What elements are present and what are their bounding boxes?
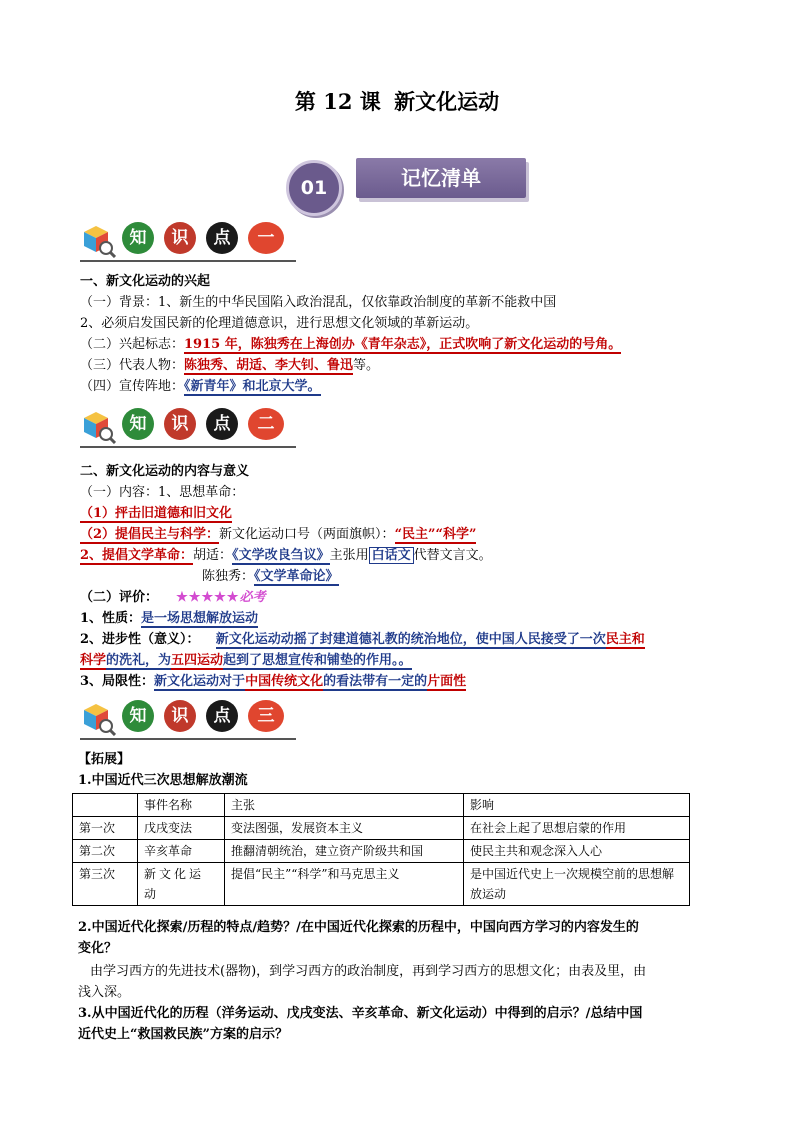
role-text: 起到了思想宣传和铺垫的作用。。 (223, 653, 412, 668)
table-cell: 是中国近代史上一次规模空前的思想解放运动 (464, 863, 690, 906)
section2-line9 (80, 651, 412, 671)
progress-label: 2、进步性（意义）： (80, 632, 200, 647)
section-ribbon: 记忆清单 (356, 158, 526, 198)
value-origin: 1915 年，陈独秀在上海创办《青年杂志》，正式吹响了新文化运动的号角。 (184, 337, 622, 352)
kp-char-2: 识 (164, 700, 196, 732)
table-header (73, 794, 138, 817)
section1-line3 (80, 335, 621, 355)
question-2-line2: 变化？ (78, 941, 118, 956)
question-2-line1: 2.中国近代化探索/历程的特点/趋势？/在中国近代化探索的历程中，中国向西方学习的内容发生的 (78, 920, 639, 935)
answer-2-line2: 浅入深。 (78, 985, 131, 1000)
lesson-name: 新文化运动 (394, 89, 500, 114)
table-cell: 提倡“民主”“科学”和马克思主义 (225, 863, 464, 906)
table-cell: 戊戌变法 (138, 817, 225, 840)
table-row (73, 840, 690, 863)
table-cell: 辛亥革命 (138, 840, 225, 863)
table-cell: 第二次 (73, 840, 138, 863)
lesson-number: 第 12 课 (294, 89, 381, 114)
progress-text-a: 新文化运动动摇了封建道德礼教的统治地位，使中国人民接受了一次 (215, 632, 606, 647)
table-cell: 变法图强，发展资本主义 (225, 817, 464, 840)
table-cell: 使民主共和观念深入人心 (464, 840, 690, 863)
limitation-a: 新文化运动对于 (154, 674, 246, 689)
nature-value: 是一场思想解放运动 (141, 611, 259, 626)
table-header: 影响 (464, 794, 690, 817)
section1-line1: （一）背景：1、新生的中华民国陷入政治混乱，仅依靠政治制度的革新不能救中国 (80, 295, 557, 310)
section2-line6 (80, 588, 265, 608)
cube-magnifier-icon (80, 222, 116, 258)
must-test-note: 必考 (239, 590, 266, 605)
page-title (0, 86, 794, 116)
kp-char-1: 知 (122, 408, 154, 440)
cube-magnifier-icon (80, 408, 116, 444)
kp-char-1: 知 (122, 222, 154, 254)
table-header-row (73, 794, 690, 817)
chen-book: 《文学革命论》 (254, 569, 339, 584)
label-origin: （二）兴起标志： (80, 337, 185, 352)
question-3-line1: 3.从中国近代化的历程（洋务运动、戊戌变法、辛亥革命、新文化运动）中得到的启示？/总结中国 (78, 1006, 643, 1021)
section2-line10 (80, 672, 466, 692)
slogan-label: 新文化运动口号（两面旗帜）： (219, 527, 395, 542)
question-1: 1.中国近代三次思想解放潮流 (78, 773, 248, 788)
limitation-b: 中国传统文化 (245, 674, 324, 689)
section2-line8 (80, 630, 645, 650)
value-venue: 《新青年》和北京大学。 (184, 379, 321, 394)
section2-line3 (80, 525, 476, 545)
table-cell: 在社会上起了思想启蒙的作用 (464, 817, 690, 840)
kp-char-4: 一 (248, 222, 284, 254)
progress-text-b: 民主和 (605, 632, 645, 647)
table-cell: 新文化运动 (138, 863, 225, 906)
baptism-text: 的洗礼，为 (106, 653, 172, 668)
knowledge-point-header-3 (80, 698, 296, 738)
replace-text: 代替文言文。 (413, 548, 492, 563)
value-criticize: （1）抨击旧道德和旧文化 (80, 506, 233, 521)
question-3-line2: 近代史上“救国救民族”方案的启示？ (78, 1027, 288, 1042)
kp-char-4: 二 (248, 408, 284, 440)
section1-heading: 一、新文化运动的兴起 (80, 274, 211, 289)
star-rating: ★★★★★ (176, 590, 240, 605)
table-header: 事件名称 (138, 794, 225, 817)
kp-char-3: 点 (206, 408, 238, 440)
section2-heading: 二、新文化运动的内容与意义 (80, 464, 250, 479)
section1-line4 (80, 356, 379, 376)
advocate-text: 主张用 (329, 548, 369, 563)
limitation-d: 片面性 (427, 674, 467, 689)
kp-underline (80, 738, 296, 740)
knowledge-point-header-2 (80, 406, 296, 446)
hushi-book: 《文学改良刍议》 (232, 548, 330, 563)
table-row (73, 817, 690, 840)
kp-char-2: 识 (164, 222, 196, 254)
value-figures: 陈独秀、胡适、李大钊、鲁迅 (184, 358, 354, 373)
limitation-label: 3、局限性： (80, 674, 155, 689)
label-figures: （三）代表人物： (80, 358, 185, 373)
kp-underline (80, 260, 296, 262)
knowledge-point-header-1 (80, 220, 296, 260)
label-venue: （四）宣传阵地： (80, 379, 185, 394)
section2-line2 (80, 504, 232, 524)
science-text: 科学 (80, 653, 107, 668)
evaluation-label: （二）评价： (80, 590, 159, 605)
kp-char-1: 知 (122, 700, 154, 732)
section1-line5 (80, 377, 321, 397)
may4-text: 五四运动 (171, 653, 224, 668)
section2-line5 (202, 567, 339, 587)
chen-label: 陈独秀： (202, 569, 255, 584)
answer-2-line1: 由学习西方的先进技术(器物)，到学习西方的政治制度，再到学习西方的思想文化；由表及里，由 (90, 964, 647, 979)
cube-magnifier-icon (80, 700, 116, 736)
thought-liberation-table (72, 793, 690, 906)
vernacular: 白话文 (369, 547, 414, 564)
nature-label: 1、性质： (80, 611, 142, 626)
expand-heading: 【拓展】 (78, 752, 131, 767)
section2-line7 (80, 609, 258, 629)
table-cell: 第一次 (73, 817, 138, 840)
kp-char-2: 识 (164, 408, 196, 440)
table-cell: 第三次 (73, 863, 138, 906)
section-number-badge: 01 (286, 160, 342, 216)
label-promote: （2）提倡民主与科学： (80, 527, 220, 542)
section2-line1: （一）内容：1、思想革命： (80, 485, 245, 500)
kp-char-3: 点 (206, 222, 238, 254)
slogan-value: “民主”“科学” (394, 527, 477, 542)
table-row (73, 863, 690, 906)
section2-line4 (80, 546, 492, 566)
kp-char-4: 三 (248, 700, 284, 732)
kp-underline (80, 446, 296, 448)
suffix-figures: 等。 (353, 358, 380, 373)
section1-line2: 2、必须启发国民新的伦理道德意识，进行思想文化领域的革新运动。 (80, 316, 479, 331)
table-header: 主张 (225, 794, 464, 817)
kp-char-3: 点 (206, 700, 238, 732)
label-literature: 2、提倡文学革命： (80, 548, 194, 563)
table-cell: 推翻清朝统治，建立资产阶级共和国 (225, 840, 464, 863)
limitation-c: 的看法带有一定的 (323, 674, 428, 689)
hushi-label: 胡适： (193, 548, 233, 563)
